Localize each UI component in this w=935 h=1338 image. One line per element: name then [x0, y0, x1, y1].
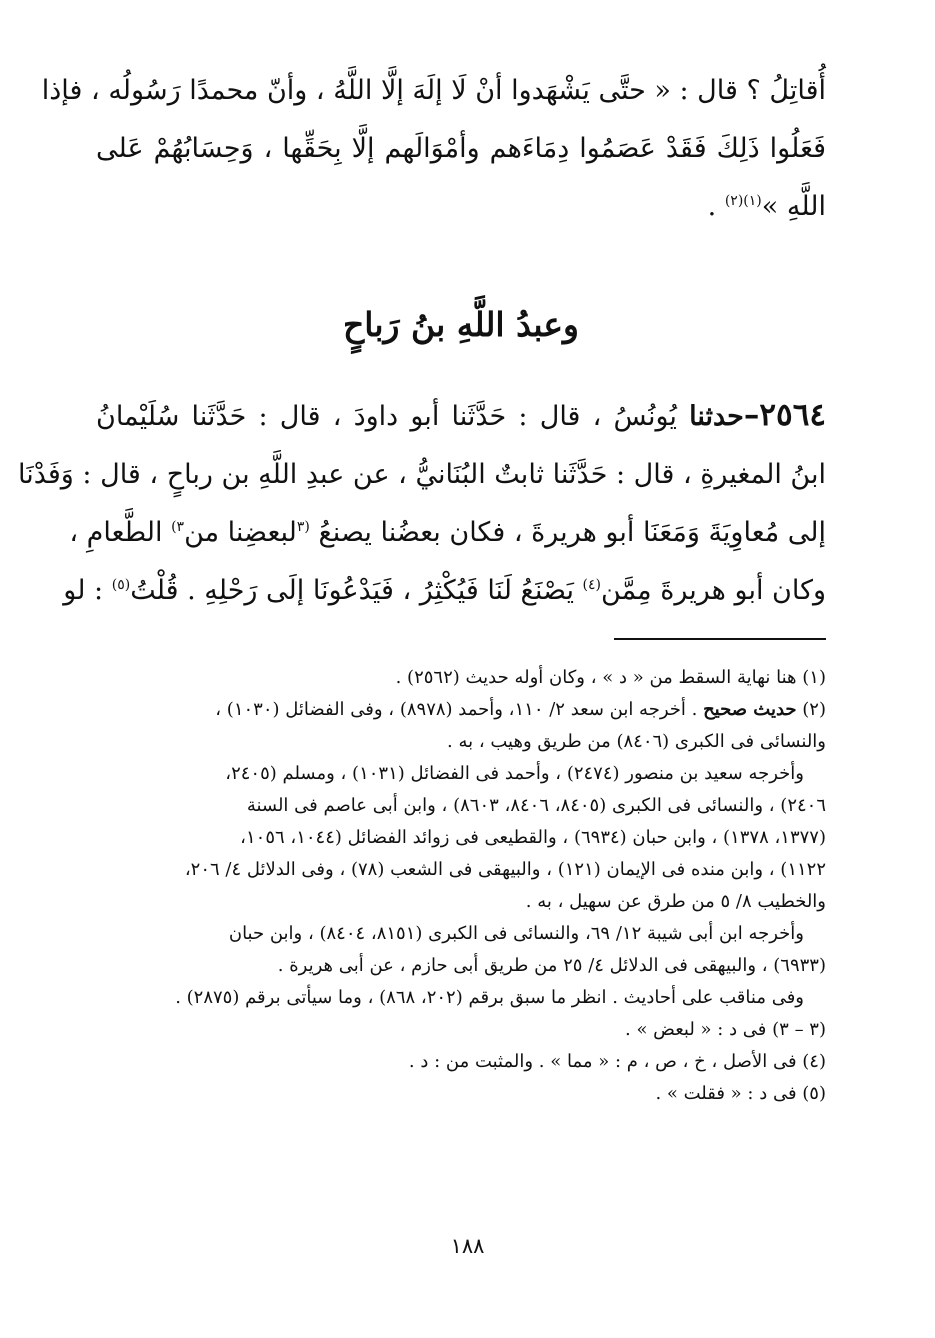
footnote-marker: (٤)	[582, 577, 602, 593]
footnote-line: والخطيب ٨/ ٥ من طرق عن سهيل ، به .	[525, 891, 826, 912]
text-fragment: إلى مُعاوِيَةَ وَمَعَنَا أبو هريرةَ ، فكان بعضُنا يصنعُ	[309, 517, 826, 548]
hadith-line: ابنُ المغيرةِ ، قال : حَدَّثَنا ثابتٌ البُنَانيُّ ، عن عبدِ اللَّهِ بن رباحٍ ، قال : وَفَدْنَا	[17, 459, 826, 490]
hadith-number: ٢٥٦٤–	[743, 397, 826, 433]
footnote-3: (٣ – ٣) فى د : « لبعض » .	[625, 1019, 826, 1040]
text-fragment: . أخرجه ابن سعد ٢/ ١١٠، وأحمد (٨٩٧٨) ، وفى الفضائل (١٠٣٠) ،	[215, 699, 704, 720]
text-fragment: : لو	[63, 575, 112, 606]
text-fragment: يُونُسُ ، قال : حَدَّثَنا أبو داودَ ، قال : حَدَّثَنا سُلَيْمانُ	[96, 401, 690, 432]
footnote-line: ١١٢٢) ، وابن منده فى الإيمان (١٢١) ، والبيهقى فى الشعب (٧٨) ، وفى الدلائل ٤/ ٢٠٦،	[184, 859, 826, 880]
footnote-line: (٦٩٣٣) ، والبيهقى فى الدلائل ٤/ ٢٥ من طريق أبى حازم ، عن أبى هريرة .	[277, 955, 826, 976]
text-fragment: يَصْنَعُ لَنَا فَيُكْثِرُ ، فَيَدْعُونَا إلَى رَحْلِهِ . قُلْتُ	[130, 575, 583, 606]
text-fragment: (٢)	[796, 699, 826, 720]
footnote-line: والنسائى فى الكبرى (٨٤٠٦) من طريق وهيب ، به .	[447, 731, 826, 752]
text-line	[96, 178, 826, 236]
section-heading: وعبدُ اللَّهِ بنُ رَباحٍ	[343, 305, 579, 344]
footnote-1: (١) هنا نهاية السقط من « د » ، وكان أوله حديث (٢٥٦٢) .	[395, 667, 826, 688]
footnote-divider	[614, 638, 826, 640]
footnote-marker: ٣)	[171, 519, 185, 535]
hadith-line	[69, 504, 826, 562]
footnote-line: ٢٤٠٦) ، والنسائى فى الكبرى (٨٤٠٥، ٨٤٠٦، ٨٦٠٣) ، وابن أبى عاصم فى السنة	[246, 795, 826, 816]
footnote-marker: (٥)	[111, 577, 131, 593]
page-body	[17, 62, 826, 1110]
footnote-line: وأخرجه سعيد بن منصور (٢٤٧٤) ، وأحمد فى الفضائل (١٠٣١) ، ومسلم (٢٤٠٥،	[225, 763, 804, 784]
footnote-line: وفى مناقب على أحاديث . انظر ما سبق برقم (٢٠٢، ٨٦٨) ، وما سيأتى برقم (٢٨٧٥) .	[175, 987, 804, 1008]
footnote-5: (٥) فى د : « فقلت » .	[655, 1083, 826, 1104]
text-fragment: اللَّهِ »	[761, 191, 826, 222]
text-fragment: وكان أبو هريرةَ مِمَّن	[601, 575, 826, 606]
text-fragment: .	[707, 191, 725, 222]
text-fragment: الطَّعامِ ،	[69, 517, 172, 548]
page-number: ١٨٨	[450, 1234, 485, 1258]
text-line: فَعَلُوا ذَلِكَ فَقَدْ عَصَمُوا دِمَاءَهم وأمْوَالَهم إلَّا بِحَقِّها ، وَحِسَابُهُمْ عَلى	[96, 133, 826, 164]
footnote-2	[96, 694, 826, 726]
footnote-line: وأخرجه ابن أبى شيبة ١٢/ ٦٩، والنسائى فى الكبرى (٨١٥١، ٨٤٠٤) ، وابن حبان	[228, 923, 804, 944]
footnote-4: (٤) فى الأصل ، خ ، ص ، م : « مما » . والمثبت من : د .	[408, 1051, 826, 1072]
footnote-marker: (١)(٢)	[724, 193, 762, 209]
grading-label: حديث صحيح	[703, 699, 797, 720]
hadith-lead: حدثنا	[689, 401, 744, 432]
hadith-line	[96, 386, 826, 446]
text-line: أُقاتِلُ ؟ قال : « حتَّى يَشْهَدوا أنْ لَا إلَهَ إلَّا اللَّهُ ، وأنّ محمدًا رَسُولُه ، فإذا	[41, 75, 826, 106]
footnote-marker: (٣	[296, 519, 310, 535]
text-fragment: لبعضِنا من	[184, 517, 297, 548]
hadith-line	[63, 562, 826, 620]
footnote-line: (١٣٧٧، ١٣٧٨) ، وابن حبان (٦٩٣٤) ، والقطيعى فى زوائد الفضائل (١٠٤٤، ١٠٥٦،	[240, 827, 826, 848]
